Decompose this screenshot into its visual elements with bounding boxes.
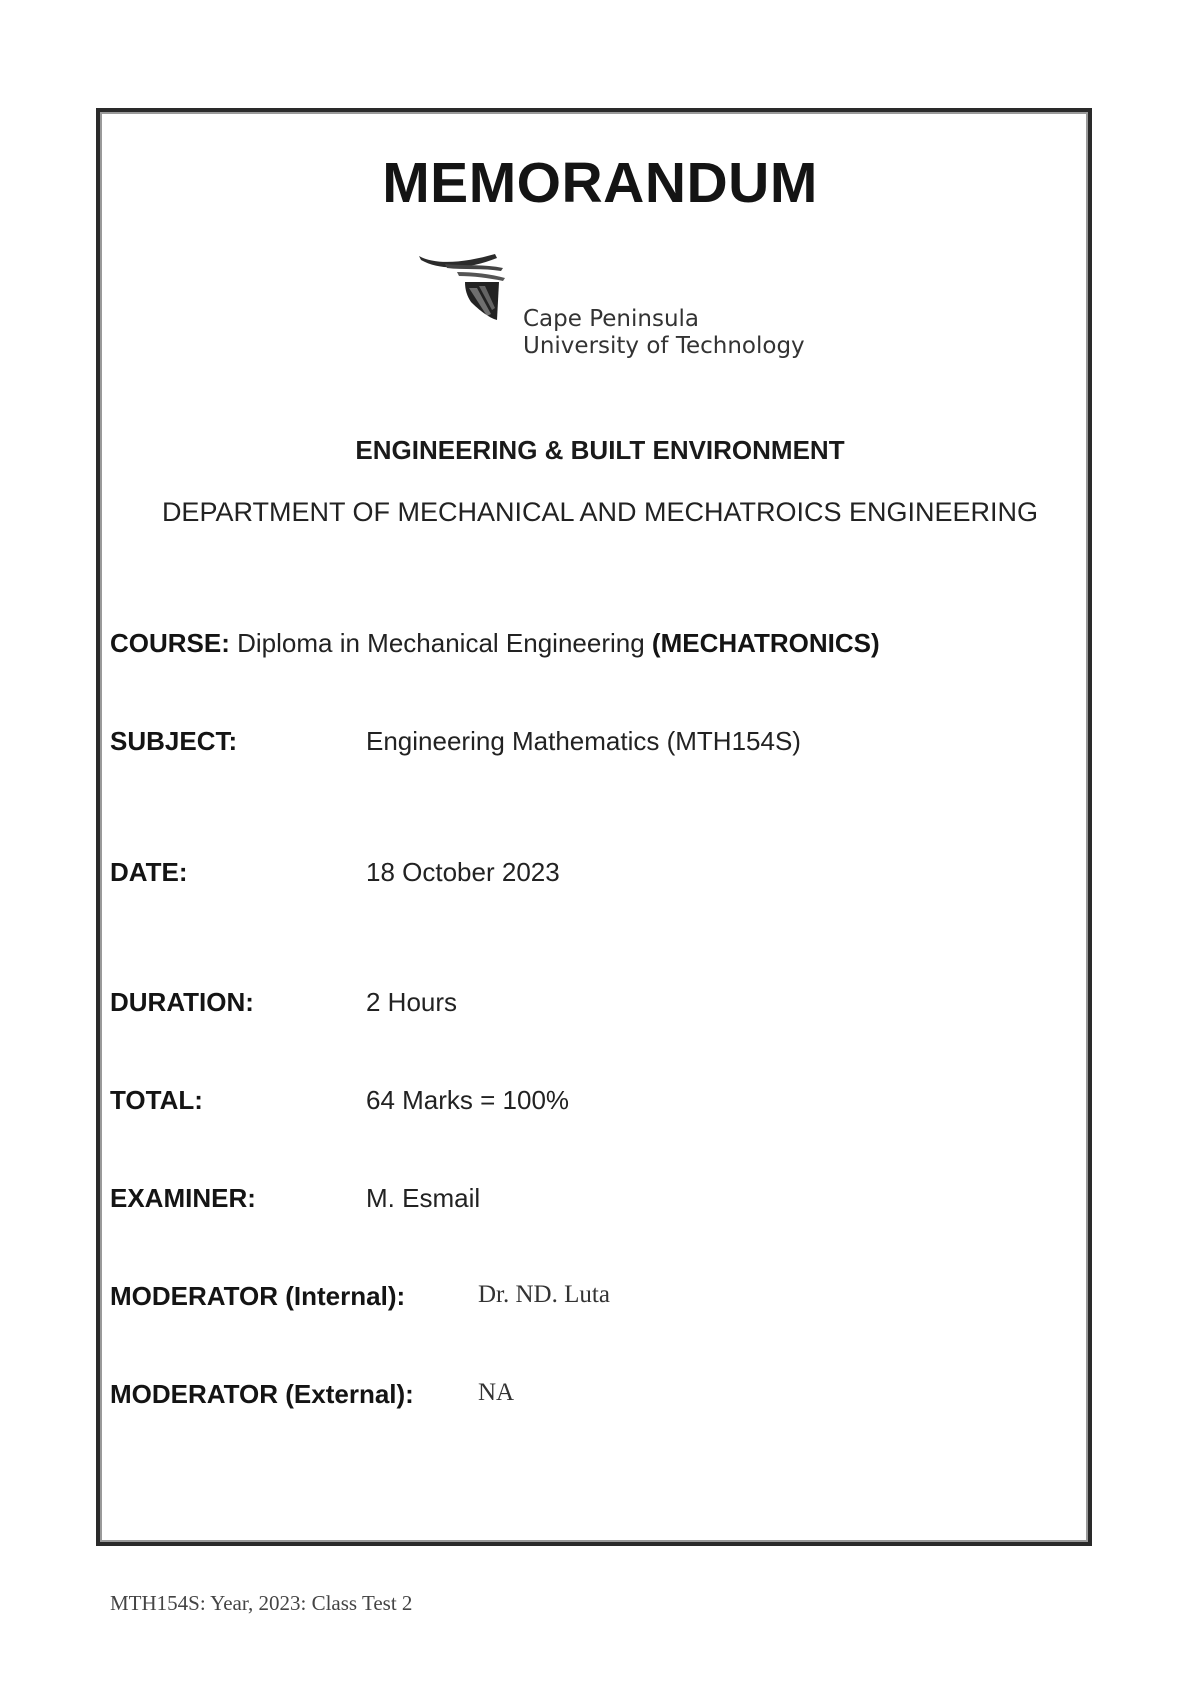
university-logo — [417, 248, 805, 363]
subject-row — [110, 726, 801, 757]
date-row — [110, 857, 560, 888]
moderator-external-row — [110, 1379, 515, 1410]
moderator-internal-row — [110, 1281, 610, 1312]
page-title: MEMORANDUM — [382, 151, 818, 215]
course-label: COURSE: — [110, 628, 230, 658]
course-row — [110, 628, 880, 659]
cput-logo-icon — [417, 248, 527, 338]
faculty-heading: ENGINEERING & BUILT ENVIRONMENT — [355, 435, 845, 465]
course-specialization: (MECHATRONICS) — [651, 628, 880, 658]
moderator-internal-value: Dr. ND. Luta — [478, 1281, 610, 1308]
subject-label: SUBJECT: — [110, 726, 238, 756]
examiner-row — [110, 1183, 481, 1214]
moderator-internal-label: MODERATOR (Internal): — [110, 1281, 406, 1311]
duration-row — [110, 987, 458, 1018]
duration-value: 2 Hours — [366, 987, 458, 1017]
duration-label: DURATION: — [110, 987, 254, 1017]
subject-value: Engineering Mathematics (MTH154S) — [366, 726, 801, 756]
department-heading: DEPARTMENT OF MECHANICAL AND MECHATROICS ENGINEERING — [161, 497, 1039, 527]
course-value: Diploma in Mechanical Engineering — [229, 628, 652, 658]
total-label: TOTAL: — [110, 1085, 203, 1115]
total-value: 64 Marks = 100% — [366, 1085, 570, 1115]
date-label: DATE: — [110, 857, 188, 887]
logo-line-1: Cape Peninsula — [523, 306, 700, 332]
moderator-external-label: MODERATOR (External): — [110, 1379, 414, 1409]
logo-line-2: University of Technology — [523, 333, 805, 359]
page-footer: MTH154S: Year, 2023: Class Test 2 — [110, 1591, 413, 1615]
total-row — [110, 1085, 570, 1116]
examiner-label: EXAMINER: — [110, 1183, 256, 1213]
moderator-external-value: NA — [478, 1379, 515, 1406]
examiner-value: M. Esmail — [366, 1183, 481, 1213]
date-value: 18 October 2023 — [366, 857, 560, 887]
